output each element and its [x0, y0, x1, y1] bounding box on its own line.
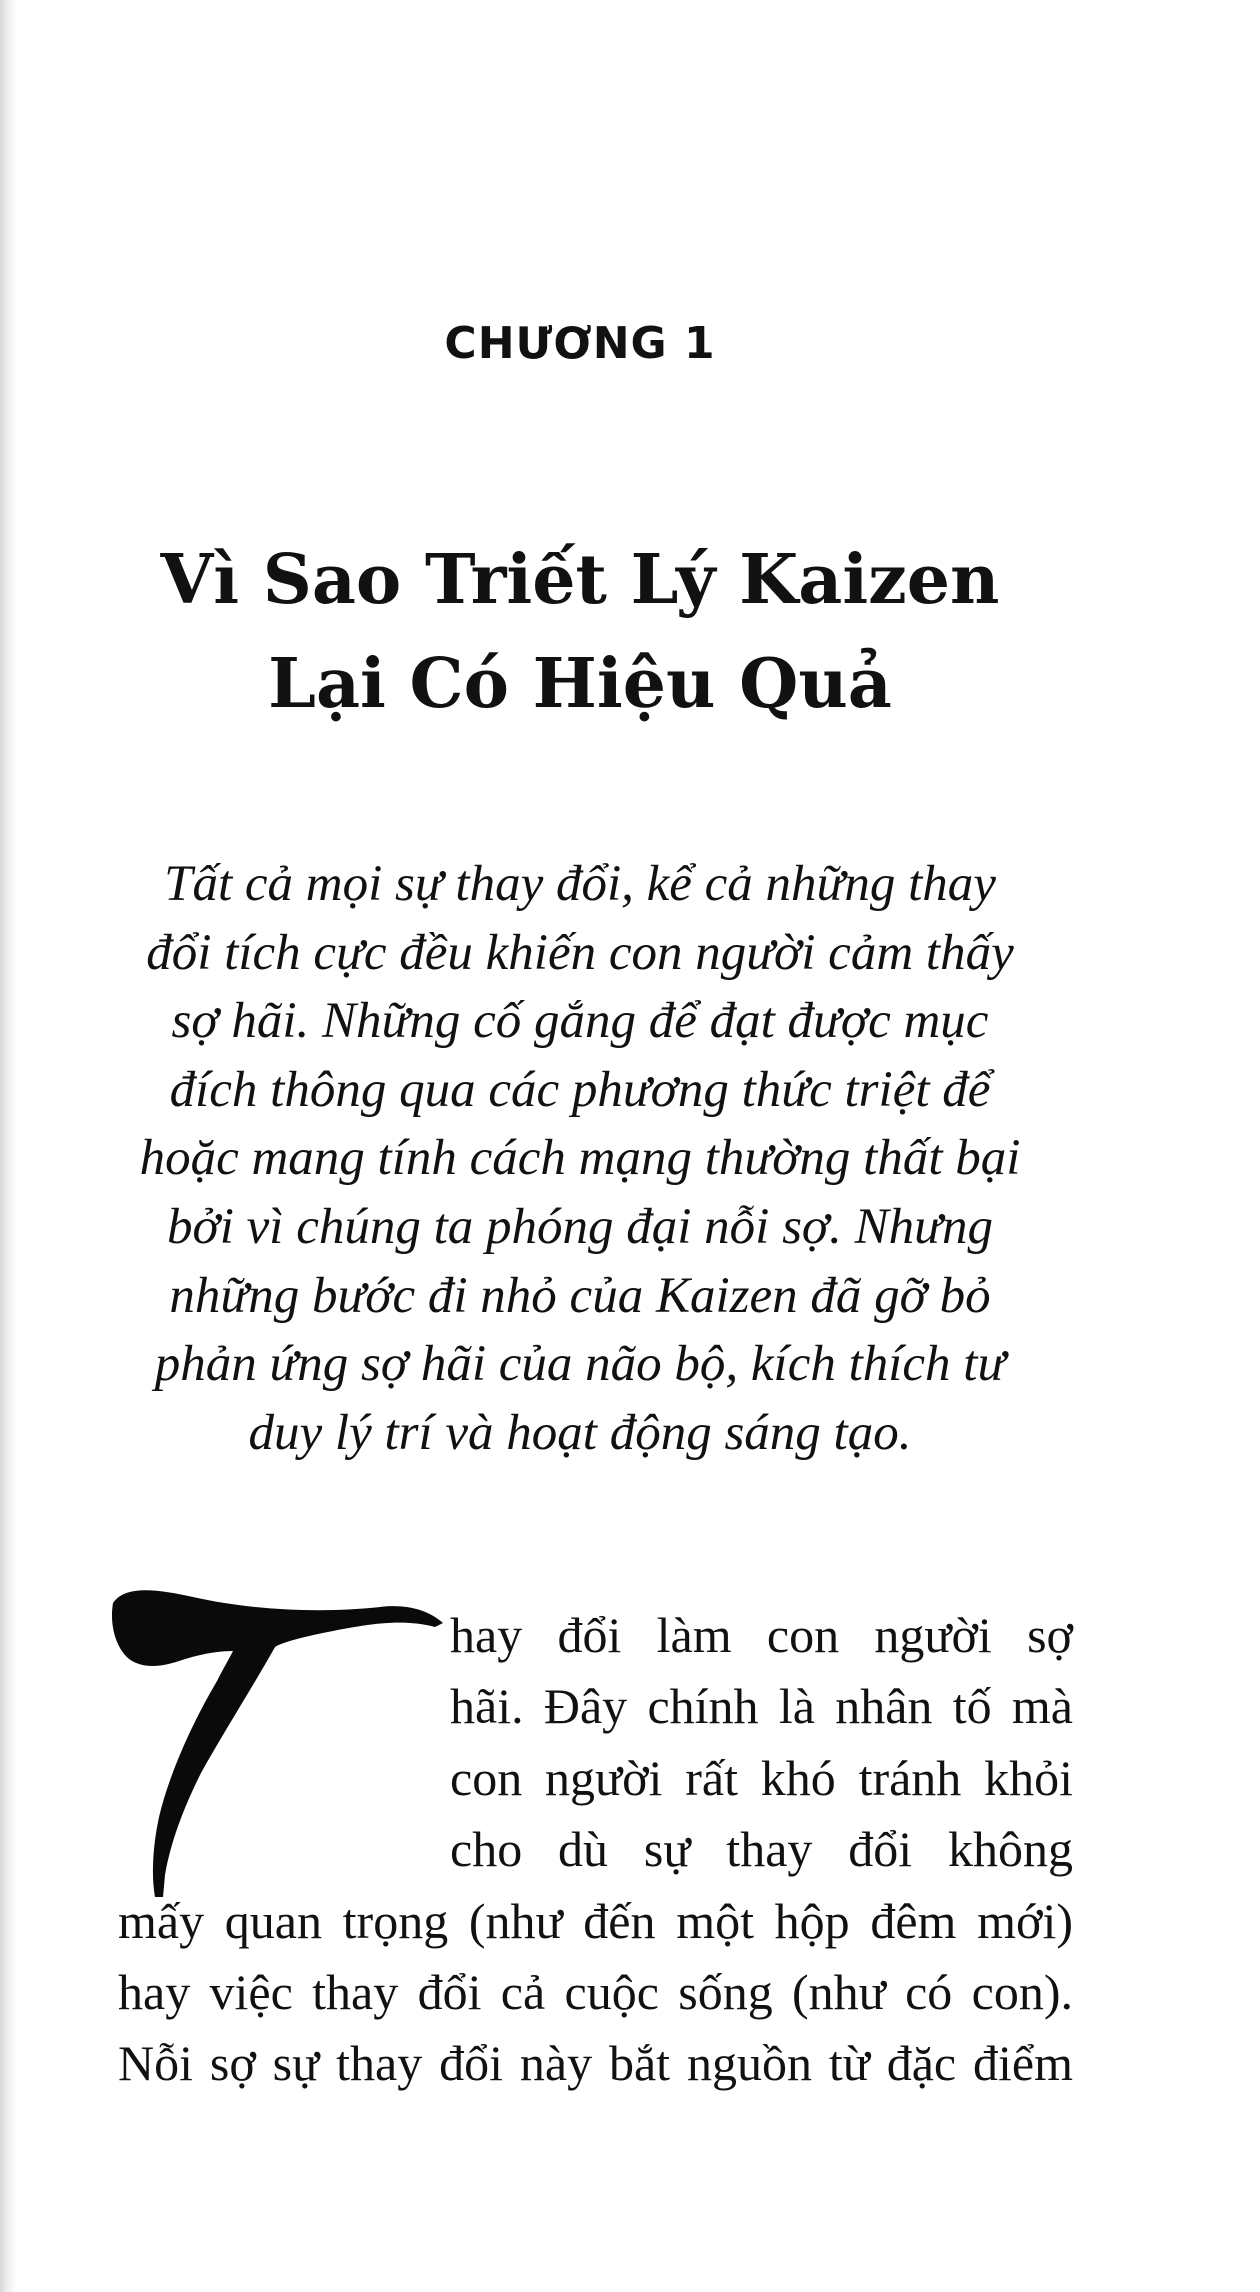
chapter-title-line: Lại Có Hiệu Quả — [268, 644, 892, 724]
body-line: hãi. Đây chính là nhân tố mà — [450, 1678, 1073, 1735]
epigraph-line: duy lý trí và hoạt động sáng tạo. — [248, 1404, 912, 1461]
body-line: mấy quan trọng (như đến một hộp đêm mới) — [118, 1892, 1073, 1949]
epigraph-line: hoặc mang tính cách mạng thường thất bại — [139, 1130, 1021, 1187]
epigraph-line: Tất cả mọi sự thay đổi, kể cả những thay — [164, 856, 996, 912]
body-line: hay việc thay đổi cả cuộc sống (như có con). — [118, 1964, 1073, 2021]
chapter-title — [100, 528, 1060, 736]
chapter-label: CHƯƠNG 1 — [444, 318, 716, 369]
body-line: con người rất khó tránh khỏi — [450, 1749, 1073, 1806]
epigraph-line: những bước đi nhỏ của Kaizen đã gỡ bỏ — [169, 1267, 991, 1324]
epigraph-line: đổi tích cực đều khiến con người cảm thấy — [146, 924, 1014, 981]
epigraph-line: phản ứng sợ hãi của não bộ, kích thích tư — [154, 1336, 1006, 1393]
epigraph-line: sợ hãi. Những cố gắng để đạt được mục — [171, 993, 989, 1050]
body-line: hay đổi làm con người sợ — [450, 1607, 1073, 1663]
body-line: Nỗi sợ sự thay đổi này bắt nguồn từ đặc điểm — [118, 2035, 1073, 2092]
body-line: cho dù sự thay đổi không — [450, 1821, 1073, 1878]
body-paragraph — [118, 1600, 1073, 2100]
epigraph-line: bởi vì chúng ta phóng đại nỗi sợ. Nhưng — [167, 1198, 993, 1255]
epigraph — [100, 850, 1060, 1467]
epigraph-line: đích thông qua các phương thức triệt để — [169, 1061, 991, 1118]
chapter-title-line: Vì Sao Triết Lý Kaizen — [160, 540, 1000, 620]
